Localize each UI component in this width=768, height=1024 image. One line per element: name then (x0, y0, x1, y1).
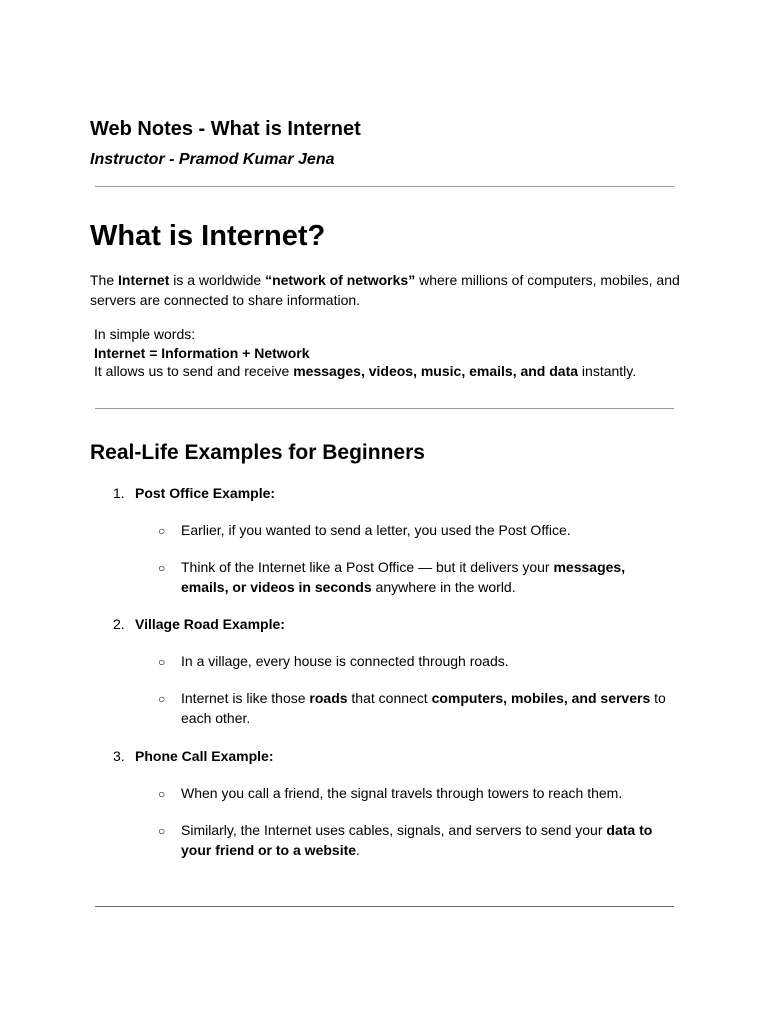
bold-run: computers, mobiles, and servers (431, 690, 651, 706)
list-sub-item (181, 652, 676, 672)
list-number: 3. (113, 748, 125, 764)
list-number: 1. (113, 485, 125, 501)
simple-words-lead: In simple words: (94, 326, 196, 342)
text-run: . (356, 841, 360, 858)
bullet-icon: ○ (158, 787, 166, 801)
text-run: The (90, 272, 119, 288)
list-item-title: Village Road Example: (135, 616, 285, 632)
bold-run: “network of networks” (265, 272, 416, 288)
text-run: It allows us to send and receive (94, 363, 294, 379)
list-sub-item (181, 521, 676, 541)
bold-run: Internet (118, 272, 170, 288)
text-run: Earlier, if you wanted to send a letter, you used the Post Office. (181, 522, 571, 538)
list-number: 2. (113, 616, 125, 632)
text-run: that connect (347, 690, 432, 706)
bold-run: messages, emails, or videos in seconds (181, 559, 626, 595)
list-sub-item (181, 558, 676, 597)
intro-paragraph (90, 271, 680, 310)
bullet-icon: ○ (158, 692, 166, 706)
simple-words-block (94, 325, 684, 381)
list-item-title: Phone Call Example: (135, 748, 274, 764)
bullet-icon: ○ (158, 824, 166, 838)
text-run: to each other. (181, 690, 666, 726)
list-item-title: Post Office Example: (135, 485, 276, 501)
text-run: Internet is like those (181, 690, 310, 706)
text-run: instantly. (578, 363, 637, 379)
list-sub-item (181, 821, 676, 860)
divider (95, 186, 674, 187)
text-run: Similarly, the Internet uses cables, signals, and servers to send your (181, 822, 607, 838)
bullet-icon: ○ (158, 655, 166, 669)
instructor-line: Instructor - Pramod Kumar Jena (90, 151, 335, 168)
text-run: is a worldwide (169, 272, 266, 288)
text-run: When you call a friend, the signal travels through towers to reach them. (181, 785, 623, 801)
bold-run: Internet = Information + Network (94, 344, 310, 361)
list-sub-item (181, 784, 676, 804)
text-run: anywhere in the world. (371, 578, 516, 595)
text-run: In a village, every house is connected through roads. (181, 653, 509, 669)
list-sub-item (181, 689, 676, 728)
divider (95, 408, 674, 409)
bold-run: messages, videos, music, emails, and data (293, 363, 579, 379)
divider (95, 906, 674, 907)
bullet-icon: ○ (158, 561, 166, 575)
text-run: Think of the Internet like a Post Office — but it delivers your (181, 559, 554, 575)
internet-formula (94, 344, 684, 363)
section-heading-what-is-internet: What is Internet? (90, 220, 326, 252)
bold-run: roads (309, 690, 348, 706)
bullet-icon: ○ (158, 524, 166, 538)
section-heading-examples: Real-Life Examples for Beginners (90, 441, 425, 464)
document-title: Web Notes - What is Internet (90, 118, 361, 140)
bold-run: data to your friend or to a website (181, 822, 653, 858)
simple-words-detail (94, 362, 684, 381)
text-run: where millions of computers, mobiles, and servers are connected to share information. (90, 272, 680, 308)
